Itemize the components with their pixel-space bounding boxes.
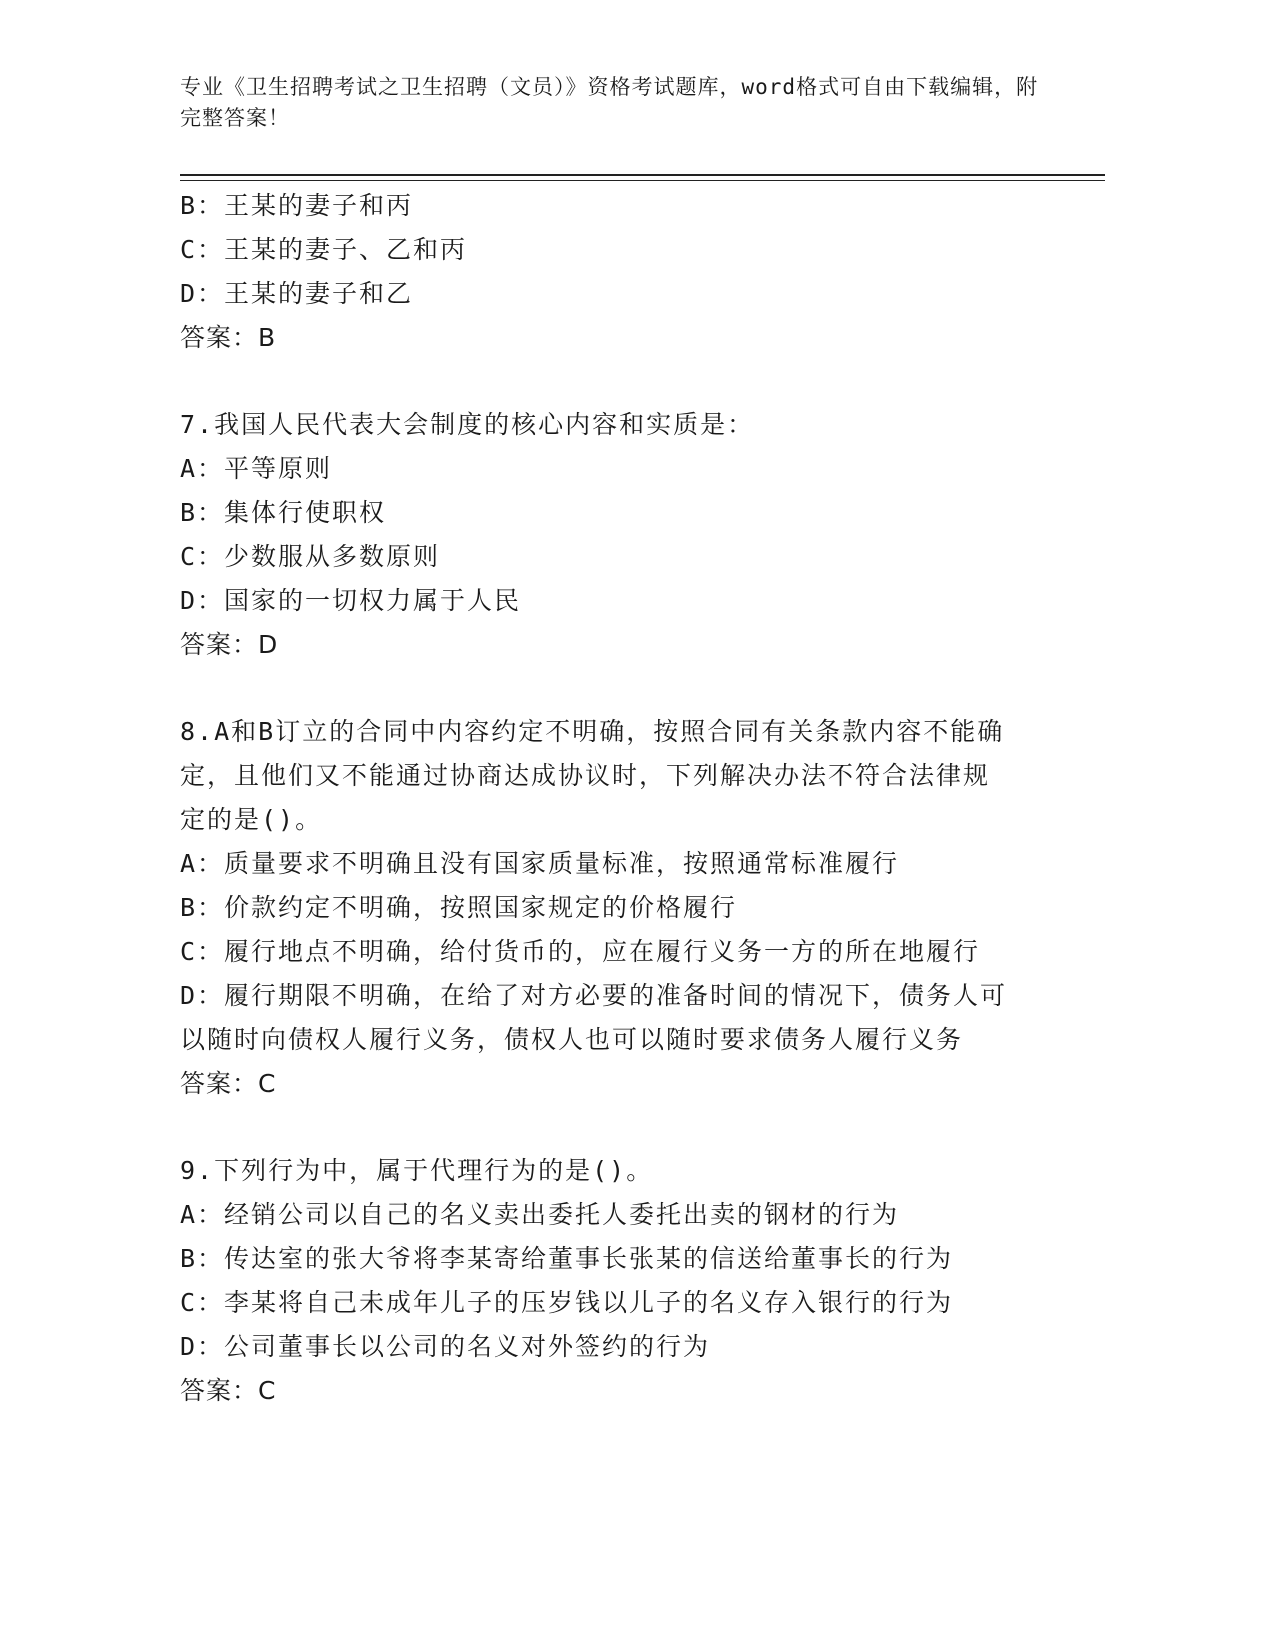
option-c: C：王某的妻子、乙和丙: [180, 235, 468, 264]
answer-line: 答案：C: [180, 1376, 277, 1405]
option-d: D：王某的妻子和乙: [180, 279, 414, 308]
header-divider-thin: [180, 180, 1105, 181]
question-stem: 9.下列行为中，属于代理行为的是()。: [180, 1156, 654, 1185]
option-d-line-2: 以随时向债权人履行义务，债权人也可以随时要求债务人履行义务: [180, 1025, 964, 1054]
question-list: [180, 184, 1060, 1413]
option-c: C：履行地点不明确，给付货币的，应在履行义务一方的所在地履行: [180, 937, 981, 966]
question-stem-line-1: 8.A和B订立的合同中内容约定不明确，按照合同有关条款内容不能确: [180, 717, 1005, 746]
answer-line: 答案：C: [180, 1069, 277, 1098]
spacer: [180, 360, 1060, 403]
document-header: 专业《卫生招聘考试之卫生招聘（文员）》资格考试题库，word格式可自由下载编辑，附完整答案！: [180, 75, 1039, 130]
question-9: [180, 1149, 1060, 1413]
spacer: [180, 667, 1060, 710]
spacer: [180, 1106, 1060, 1149]
answer-line: 答案：B: [180, 323, 277, 352]
option-c: C：少数服从多数原则: [180, 542, 441, 571]
option-b: B：王某的妻子和丙: [180, 191, 414, 220]
option-a: A：平等原则: [180, 454, 333, 483]
option-c: C：李某将自己未成年儿子的压岁钱以儿子的名义存入银行的行为: [180, 1288, 954, 1317]
answer-line: 答案：D: [180, 630, 279, 659]
header-divider-thick: [180, 174, 1105, 176]
option-d: D：国家的一切权力属于人民: [180, 586, 522, 615]
option-d-line-1: D：履行期限不明确，在给了对方必要的准备时间的情况下，债务人可: [180, 981, 1008, 1010]
option-b: B：传达室的张大爷将李某寄给董事长张某的信送给董事长的行为: [180, 1244, 954, 1273]
question-7: [180, 403, 1060, 667]
question-8: [180, 710, 1060, 1106]
option-b: B：价款约定不明确，按照国家规定的价格履行: [180, 893, 738, 922]
option-d: D：公司董事长以公司的名义对外签约的行为: [180, 1332, 711, 1361]
question-stem-line-3: 定的是()。: [180, 805, 323, 834]
question-stem-line-2: 定，且他们又不能通过协商达成协议时，下列解决办法不符合法律规: [180, 761, 991, 790]
option-a: A：质量要求不明确且没有国家质量标准，按照通常标准履行: [180, 849, 900, 878]
option-a: A：经销公司以自己的名义卖出委托人委托出卖的钢材的行为: [180, 1200, 900, 1229]
previous-question-tail: [180, 184, 1060, 360]
question-stem: 7.我国人民代表大会制度的核心内容和实质是：: [180, 410, 755, 439]
option-b: B：集体行使职权: [180, 498, 387, 527]
